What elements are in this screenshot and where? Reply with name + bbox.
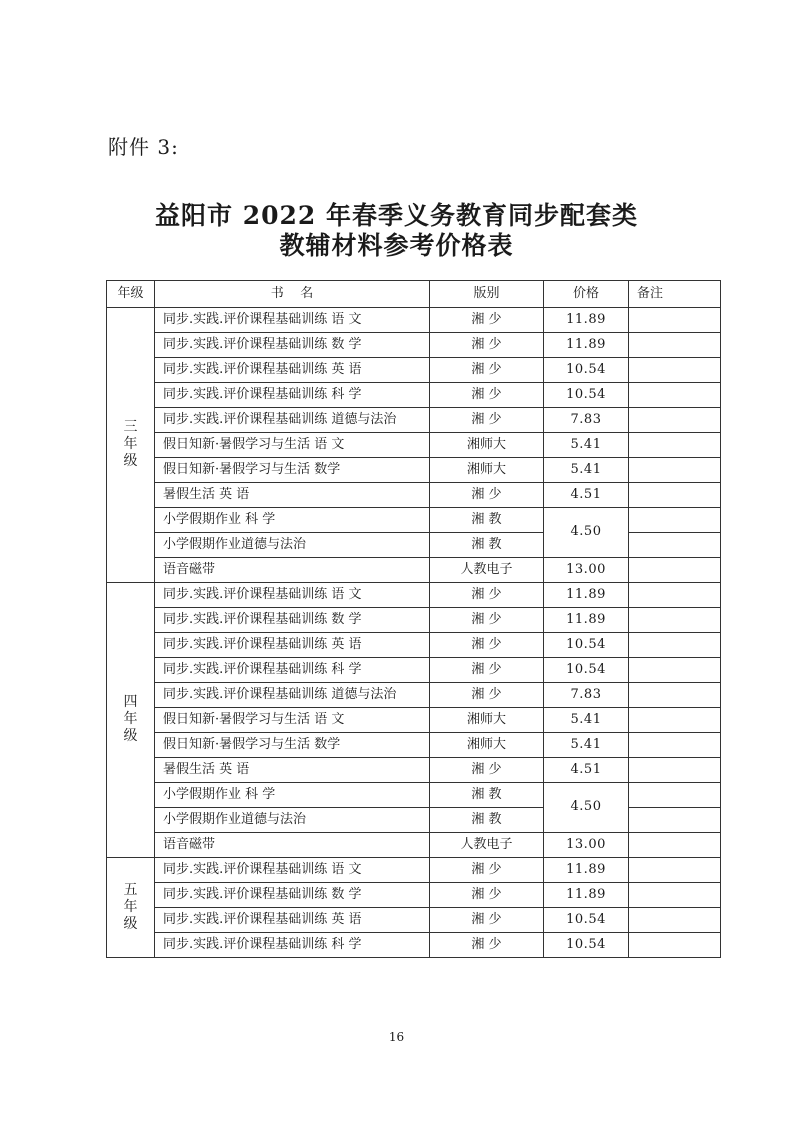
book-name-cell: 暑假生活 英 语 bbox=[155, 483, 430, 508]
table-row bbox=[107, 883, 721, 908]
edition-cell: 湘 教 bbox=[430, 508, 544, 533]
attachment-label: 附件 3: bbox=[108, 135, 179, 159]
book-name-cell: 小学假期作业 科 学 bbox=[155, 508, 430, 533]
grade-label: 三年级 bbox=[123, 419, 138, 470]
note-cell bbox=[629, 558, 721, 583]
price-cell: 10.54 bbox=[544, 933, 629, 958]
table-body bbox=[107, 308, 721, 958]
price-table bbox=[106, 280, 721, 958]
header-grade: 年级 bbox=[107, 281, 155, 308]
table-row bbox=[107, 858, 721, 883]
edition-cell: 湘 教 bbox=[430, 783, 544, 808]
table-row bbox=[107, 933, 721, 958]
edition-cell: 湘 少 bbox=[430, 858, 544, 883]
price-cell: 11.89 bbox=[544, 583, 629, 608]
note-cell bbox=[629, 508, 721, 533]
edition-cell: 湘 少 bbox=[430, 383, 544, 408]
edition-cell: 湘 少 bbox=[430, 758, 544, 783]
header-edition: 版别 bbox=[430, 281, 544, 308]
price-cell: 10.54 bbox=[544, 658, 629, 683]
book-name-cell: 同步.实践.评价课程基础训练 语 文 bbox=[155, 583, 430, 608]
table-row bbox=[107, 358, 721, 383]
book-name-cell: 同步.实践.评价课程基础训练 数 学 bbox=[155, 883, 430, 908]
edition-cell: 湘师大 bbox=[430, 458, 544, 483]
table-row bbox=[107, 733, 721, 758]
note-cell bbox=[629, 533, 721, 558]
note-cell bbox=[629, 808, 721, 833]
book-name-cell: 同步.实践.评价课程基础训练 科 学 bbox=[155, 933, 430, 958]
book-name-cell: 同步.实践.评价课程基础训练 道德与法治 bbox=[155, 408, 430, 433]
edition-cell: 湘 少 bbox=[430, 933, 544, 958]
edition-cell: 湘 少 bbox=[430, 308, 544, 333]
note-cell bbox=[629, 308, 721, 333]
price-cell: 11.89 bbox=[544, 333, 629, 358]
book-name-cell: 同步.实践.评价课程基础训练 数 学 bbox=[155, 608, 430, 633]
table-row bbox=[107, 308, 721, 333]
price-cell: 5.41 bbox=[544, 733, 629, 758]
price-cell: 5.41 bbox=[544, 433, 629, 458]
table-row bbox=[107, 708, 721, 733]
table-row bbox=[107, 833, 721, 858]
book-name-cell: 同步.实践.评价课程基础训练 英 语 bbox=[155, 358, 430, 383]
grade-cell bbox=[107, 583, 155, 858]
price-cell: 7.83 bbox=[544, 408, 629, 433]
price-cell: 5.41 bbox=[544, 708, 629, 733]
price-cell: 13.00 bbox=[544, 558, 629, 583]
note-cell bbox=[629, 833, 721, 858]
header-book: 书 名 bbox=[155, 281, 430, 308]
table-row bbox=[107, 608, 721, 633]
edition-cell: 人教电子 bbox=[430, 558, 544, 583]
table-row bbox=[107, 808, 721, 833]
table-row bbox=[107, 508, 721, 533]
price-cell: 10.54 bbox=[544, 633, 629, 658]
price-cell: 4.51 bbox=[544, 483, 629, 508]
book-name-cell: 假日知新·暑假学习与生活 数学 bbox=[155, 733, 430, 758]
edition-cell: 湘师大 bbox=[430, 708, 544, 733]
document-subtitle: 教辅材料参考价格表 bbox=[279, 231, 514, 260]
page-number: 16 bbox=[388, 1030, 405, 1044]
table-header-row bbox=[107, 281, 721, 308]
edition-cell: 人教电子 bbox=[430, 833, 544, 858]
table-row bbox=[107, 658, 721, 683]
note-cell bbox=[629, 883, 721, 908]
book-name-cell: 小学假期作业 科 学 bbox=[155, 783, 430, 808]
table-row bbox=[107, 458, 721, 483]
edition-cell: 湘 少 bbox=[430, 883, 544, 908]
note-cell bbox=[629, 458, 721, 483]
table-row bbox=[107, 908, 721, 933]
table-row bbox=[107, 583, 721, 608]
header-note: 备注 bbox=[629, 281, 721, 308]
table-row bbox=[107, 758, 721, 783]
edition-cell: 湘 教 bbox=[430, 533, 544, 558]
edition-cell: 湘 少 bbox=[430, 408, 544, 433]
note-cell bbox=[629, 483, 721, 508]
note-cell bbox=[629, 783, 721, 808]
document-title: 益阳市 2022 年春季义务教育同步配套类 bbox=[155, 201, 638, 230]
note-cell bbox=[629, 758, 721, 783]
grade-label: 四年级 bbox=[123, 694, 138, 745]
edition-cell: 湘 少 bbox=[430, 583, 544, 608]
note-cell bbox=[629, 908, 721, 933]
note-cell bbox=[629, 358, 721, 383]
book-name-cell: 暑假生活 英 语 bbox=[155, 758, 430, 783]
price-cell: 11.89 bbox=[544, 883, 629, 908]
book-name-cell: 同步.实践.评价课程基础训练 英 语 bbox=[155, 908, 430, 933]
note-cell bbox=[629, 733, 721, 758]
price-cell: 11.89 bbox=[544, 308, 629, 333]
edition-cell: 湘 少 bbox=[430, 908, 544, 933]
edition-cell: 湘 少 bbox=[430, 683, 544, 708]
book-name-cell: 假日知新·暑假学习与生活 语 文 bbox=[155, 708, 430, 733]
edition-cell: 湘 少 bbox=[430, 483, 544, 508]
edition-cell: 湘 少 bbox=[430, 333, 544, 358]
note-cell bbox=[629, 608, 721, 633]
price-cell: 10.54 bbox=[544, 908, 629, 933]
price-cell: 7.83 bbox=[544, 683, 629, 708]
note-cell bbox=[629, 933, 721, 958]
edition-cell: 湘 少 bbox=[430, 608, 544, 633]
note-cell bbox=[629, 433, 721, 458]
edition-cell: 湘 少 bbox=[430, 658, 544, 683]
grade-label: 五年级 bbox=[123, 881, 138, 932]
edition-cell: 湘师大 bbox=[430, 733, 544, 758]
table-row bbox=[107, 558, 721, 583]
table-row bbox=[107, 683, 721, 708]
note-cell bbox=[629, 333, 721, 358]
price-cell: 11.89 bbox=[544, 858, 629, 883]
price-cell: 5.41 bbox=[544, 458, 629, 483]
note-cell bbox=[629, 383, 721, 408]
book-name-cell: 同步.实践.评价课程基础训练 科 学 bbox=[155, 658, 430, 683]
note-cell bbox=[629, 633, 721, 658]
table-row bbox=[107, 483, 721, 508]
note-cell bbox=[629, 708, 721, 733]
header-price: 价格 bbox=[544, 281, 629, 308]
price-cell: 4.50 bbox=[544, 508, 629, 558]
book-name-cell: 同步.实践.评价课程基础训练 数 学 bbox=[155, 333, 430, 358]
table-row bbox=[107, 533, 721, 558]
note-cell bbox=[629, 658, 721, 683]
price-cell: 4.50 bbox=[544, 783, 629, 833]
table-row bbox=[107, 333, 721, 358]
edition-cell: 湘师大 bbox=[430, 433, 544, 458]
note-cell bbox=[629, 408, 721, 433]
note-cell bbox=[629, 583, 721, 608]
table-row bbox=[107, 783, 721, 808]
table-row bbox=[107, 433, 721, 458]
table-row bbox=[107, 383, 721, 408]
grade-cell bbox=[107, 308, 155, 583]
book-name-cell: 假日知新·暑假学习与生活 数学 bbox=[155, 458, 430, 483]
edition-cell: 湘 少 bbox=[430, 633, 544, 658]
price-cell: 10.54 bbox=[544, 383, 629, 408]
book-name-cell: 同步.实践.评价课程基础训练 道德与法治 bbox=[155, 683, 430, 708]
table-row bbox=[107, 633, 721, 658]
price-cell: 11.89 bbox=[544, 608, 629, 633]
price-cell: 4.51 bbox=[544, 758, 629, 783]
book-name-cell: 假日知新·暑假学习与生活 语 文 bbox=[155, 433, 430, 458]
note-cell bbox=[629, 858, 721, 883]
book-name-cell: 同步.实践.评价课程基础训练 英 语 bbox=[155, 633, 430, 658]
price-cell: 10.54 bbox=[544, 358, 629, 383]
book-name-cell: 同步.实践.评价课程基础训练 语 文 bbox=[155, 858, 430, 883]
book-name-cell: 小学假期作业道德与法治 bbox=[155, 808, 430, 833]
edition-cell: 湘 少 bbox=[430, 358, 544, 383]
book-name-cell: 同步.实践.评价课程基础训练 语 文 bbox=[155, 308, 430, 333]
edition-cell: 湘 教 bbox=[430, 808, 544, 833]
book-name-cell: 语音磁带 bbox=[155, 558, 430, 583]
book-name-cell: 语音磁带 bbox=[155, 833, 430, 858]
price-cell: 13.00 bbox=[544, 833, 629, 858]
book-name-cell: 同步.实践.评价课程基础训练 科 学 bbox=[155, 383, 430, 408]
grade-cell bbox=[107, 858, 155, 958]
note-cell bbox=[629, 683, 721, 708]
table-row bbox=[107, 408, 721, 433]
book-name-cell: 小学假期作业道德与法治 bbox=[155, 533, 430, 558]
